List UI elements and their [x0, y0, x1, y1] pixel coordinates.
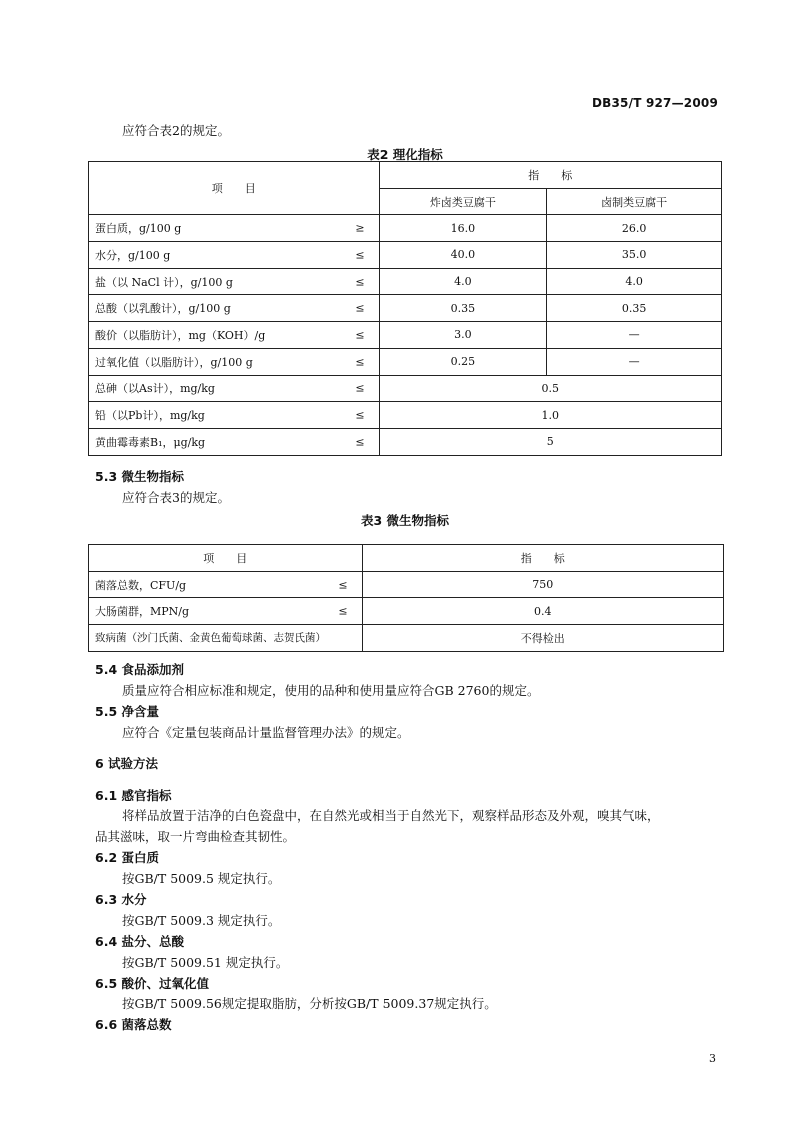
section-6-3-heading: 6.3 水分: [95, 892, 147, 907]
table-cell-value: 0.25: [379, 348, 547, 375]
table-cell-value: 3.0: [379, 322, 547, 349]
table3: [88, 544, 724, 652]
table-cell-item: 水分，g/100 g ≤: [89, 242, 380, 269]
table-row: [89, 428, 722, 455]
section-6-4-heading: 6.4 盐分、总酸: [95, 934, 184, 949]
table3-col-item: 项 目: [89, 545, 363, 572]
table3-caption: 表3 微生物指标: [360, 513, 450, 528]
section-5-5-text: 应符合《定量包装商品计量监督管理办法》的规定。: [122, 725, 410, 740]
table-row: [89, 598, 724, 625]
table-cell-item: 盐（以 NaCl 计），g/100 g ≤: [89, 268, 380, 295]
section-6-heading: 6 试验方法: [95, 756, 159, 771]
table-cell-value: 4.0: [379, 268, 547, 295]
table-cell-item: 大肠菌群，MPN/g ≤: [89, 598, 363, 625]
table-cell-item: 致病菌（沙门氏菌、金黄色葡萄球菌、志贺氏菌）: [89, 625, 363, 652]
section-5-3-heading: 5.3 微生物指标: [95, 469, 184, 484]
section-6-2-heading: 6.2 蛋白质: [95, 850, 159, 865]
table-cell-value: 0.4: [362, 598, 723, 625]
section-5-3-text: 应符合表3的规定。: [122, 490, 230, 505]
section-5-5-heading: 5.5 净含量: [95, 704, 159, 719]
section-6-1-heading: 6.1 感官指标: [95, 788, 172, 803]
table2-subcol-braised: 卤制类豆腐干: [547, 188, 722, 215]
table-cell-value: —: [547, 348, 722, 375]
section-6-5-text: 按GB/T 5009.56规定提取脂肪，分析按GB/T 5009.37规定执行。: [122, 996, 497, 1011]
section-5-4-heading: 5.4 食品添加剂: [95, 662, 184, 677]
table-cell-value: 750: [362, 571, 723, 598]
page-number: 3: [709, 1052, 716, 1065]
table-row: [89, 348, 722, 375]
table-row: [89, 322, 722, 349]
table-row: [89, 295, 722, 322]
table-row: [89, 625, 724, 652]
section-6-3-text: 按GB/T 5009.3 规定执行。: [122, 913, 281, 928]
table3-header-row: [89, 545, 724, 572]
section-6-6-heading: 6.6 菌落总数: [95, 1017, 172, 1032]
section-6-4-text: 按GB/T 5009.51 规定执行。: [122, 955, 289, 970]
table-cell-item: 过氧化值（以脂肪计），g/100 g ≤: [89, 348, 380, 375]
table-cell-item: 酸价（以脂肪计），mg（KOH）/g ≤: [89, 322, 380, 349]
table-cell-value: 26.0: [547, 215, 722, 242]
table-row: [89, 242, 722, 269]
table-cell-value: 40.0: [379, 242, 547, 269]
intro-line: 应符合表2的规定。: [122, 123, 230, 138]
section-6-1-text-line2: 品其滋味，取一片弯曲检查其韧性。: [95, 829, 296, 844]
table-cell-value: 16.0: [379, 215, 547, 242]
table-row: [89, 402, 722, 429]
table-cell-item: 黄曲霉毒素B₁，μg/kg ≤: [89, 428, 380, 455]
table-row: [89, 375, 722, 402]
table-cell-item: 蛋白质，g/100 g ≥: [89, 215, 380, 242]
table-cell-value: 35.0: [547, 242, 722, 269]
table-cell-item: 菌落总数，CFU/g ≤: [89, 571, 363, 598]
table-cell-value: —: [547, 322, 722, 349]
section-5-4-text: 质量应符合相应标准和规定，使用的品种和使用量应符合GB 2760的规定。: [122, 683, 540, 698]
standard-number: DB35/T 927—2009: [592, 96, 718, 110]
section-6-2-text: 按GB/T 5009.5 规定执行。: [122, 871, 281, 886]
table-cell-value: 0.5: [379, 375, 721, 402]
table-cell-value: 0.35: [379, 295, 547, 322]
table2-caption: 表2 理化指标: [367, 147, 443, 162]
table2-col-indicator: 指 标: [379, 162, 721, 189]
table2-col-item: 项 目: [89, 162, 380, 215]
table-row: [89, 268, 722, 295]
table-cell-value: 1.0: [379, 402, 721, 429]
table2: [88, 161, 722, 456]
table-cell-item: 铅（以Pb计），mg/kg ≤: [89, 402, 380, 429]
table-row: [89, 215, 722, 242]
table3-col-indicator: 指 标: [362, 545, 723, 572]
table-cell-value: 5: [379, 428, 721, 455]
table2-header-row: [89, 162, 722, 189]
table-cell-item: 总砷（以As计），mg/kg ≤: [89, 375, 380, 402]
section-6-1-text-line1: 将样品放置于洁净的白色瓷盘中，在自然光或相当于自然光下，观察样品形态及外观，嗅其气味，: [122, 808, 660, 823]
table2-subcol-fried: 炸卤类豆腐干: [379, 188, 547, 215]
table-cell-value: 4.0: [547, 268, 722, 295]
table-cell-item: 总酸（以乳酸计），g/100 g ≤: [89, 295, 380, 322]
table-row: [89, 571, 724, 598]
table-cell-value: 不得检出: [362, 625, 723, 652]
section-6-5-heading: 6.5 酸价、过氧化值: [95, 976, 209, 991]
table-cell-value: 0.35: [547, 295, 722, 322]
